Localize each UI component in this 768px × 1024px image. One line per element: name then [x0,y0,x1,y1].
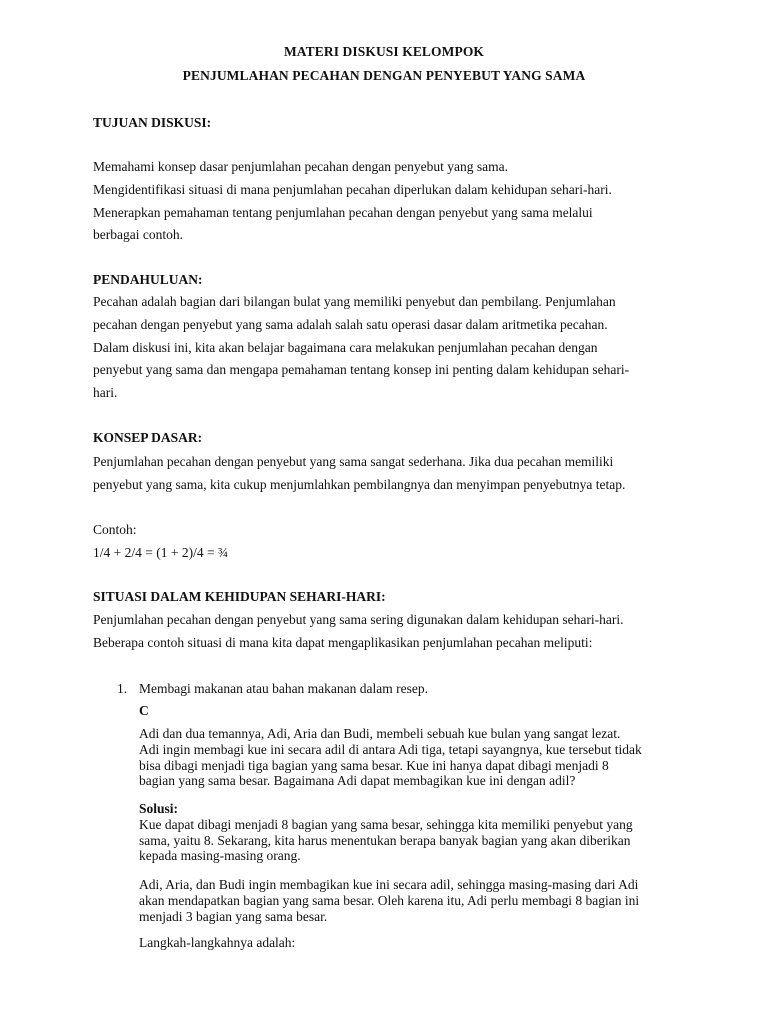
document-subtitle: PENJUMLAHAN PECAHAN DENGAN PENYEBUT YANG SAMA [182,68,586,83]
paragraph-line: berbagai contoh. [93,227,183,243]
paragraph-line: Menerapkan pemahaman tentang penjumlahan pecahan dengan penyebut yang sama melalui [93,204,593,220]
solution-paragraph [139,801,719,864]
example-label: Contoh: [93,522,137,537]
paragraph-line: hari. [93,385,118,401]
label-c: C [139,703,149,718]
solution-label: Solusi: [139,801,179,816]
section-body-konsep [93,451,713,497]
paragraph-line: Memahami konsep dasar penjumlahan pecahan dengan penyebut yang sama. [93,159,508,174]
paragraph-line: pecahan dengan penyebut yang sama adalah salah satu operasi dasar dalam aritmetika pecahan. [93,316,608,332]
paragraph-line: menjadi 3 bagian yang sama besar. [139,908,328,924]
section-body-tujuan [93,156,713,247]
paragraph-line: sama, yaitu 8. Sekarang, kita harus menentukan berapa banyak bagian yang akan diberikan [139,832,631,848]
paragraph-line: Penjumlahan pecahan dengan penyebut yang sama sangat sederhana. Jika dua pecahan memiliki [93,454,614,469]
paragraph-line: Dalam diskusi ini, kita akan belajar bagaimana cara melakukan penjumlahan pecahan dengan [93,339,598,355]
paragraph-line: Pecahan adalah bagian dari bilangan bulat yang memiliki penyebut dan pembilang. Penjumlahan [93,294,616,309]
section-heading-pendahuluan: PENDAHULUAN: [93,272,203,287]
paragraph-line: penyebut yang sama, kita cukup menjumlahkan pembilangnya dan menyimpan penyebutnya tetap. [93,476,626,492]
story-paragraph [139,726,719,789]
list-number: 1. [117,681,128,696]
paragraph-line: Adi dan dua temannya, Adi, Aria dan Budi, membeli sebuah kue bulan yang sangat lezat. [139,726,621,741]
sharing-paragraph [139,877,719,924]
paragraph-line: Adi ingin membagi kue ini secara adil di antara Adi tiga, tetapi sayangnya, kue tersebut tidak [139,741,642,757]
paragraph-line: bagian yang sama besar. Bagaimana Adi dapat membagikan kue ini dengan adil? [139,773,576,789]
paragraph-line: Beberapa contoh situasi di mana kita dapat mengaplikasikan penjumlahan pecahan meliputi: [93,634,593,650]
section-heading-konsep: KONSEP DASAR: [93,430,203,445]
document-title: MATERI DISKUSI KELOMPOK [283,44,485,59]
steps-intro: Langkah-langkahnya adalah: [139,935,296,950]
paragraph-line: penyebut yang sama dan mengapa pemahaman tentang konsep ini penting dalam kehidupan sehari- [93,362,630,378]
paragraph-line: Adi, Aria, dan Budi ingin membagikan kue ini secara adil, sehingga masing-masing dari Adi [139,877,639,892]
section-body-situasi [93,609,713,655]
paragraph-line: Kue dapat dibagi menjadi 8 bagian yang sama besar, sehingga kita memiliki penyebut yang [139,816,633,832]
example-formula: 1/4 + 2/4 = (1 + 2)/4 = ¾ [93,544,229,560]
paragraph-line: bisa dibagi menjadi tiga bagian yang sama besar. Kue ini hanya dapat dibagi menjadi 8 [139,757,609,773]
list-item-text: Membagi makanan atau bahan makanan dalam resep. [139,681,429,696]
example-block [93,519,713,565]
section-heading-situasi: SITUASI DALAM KEHIDUPAN SEHARI-HARI: [93,589,386,604]
paragraph-line: Penjumlahan pecahan dengan penyebut yang sama sering digunakan dalam kehidupan sehari-hari. [93,612,624,627]
section-heading-tujuan: TUJUAN DISKUSI: [93,115,212,130]
section-body-pendahuluan [93,291,713,405]
paragraph-line: kepada masing-masing orang. [139,848,301,864]
paragraph-line: Mengidentifikasi situasi di mana penjumlahan pecahan diperlukan dalam kehidupan sehari-hari. [93,181,612,197]
paragraph-line: akan mendapatkan bagian yang sama besar. Oleh karena itu, Adi perlu membagi 8 bagian ini [139,892,640,908]
